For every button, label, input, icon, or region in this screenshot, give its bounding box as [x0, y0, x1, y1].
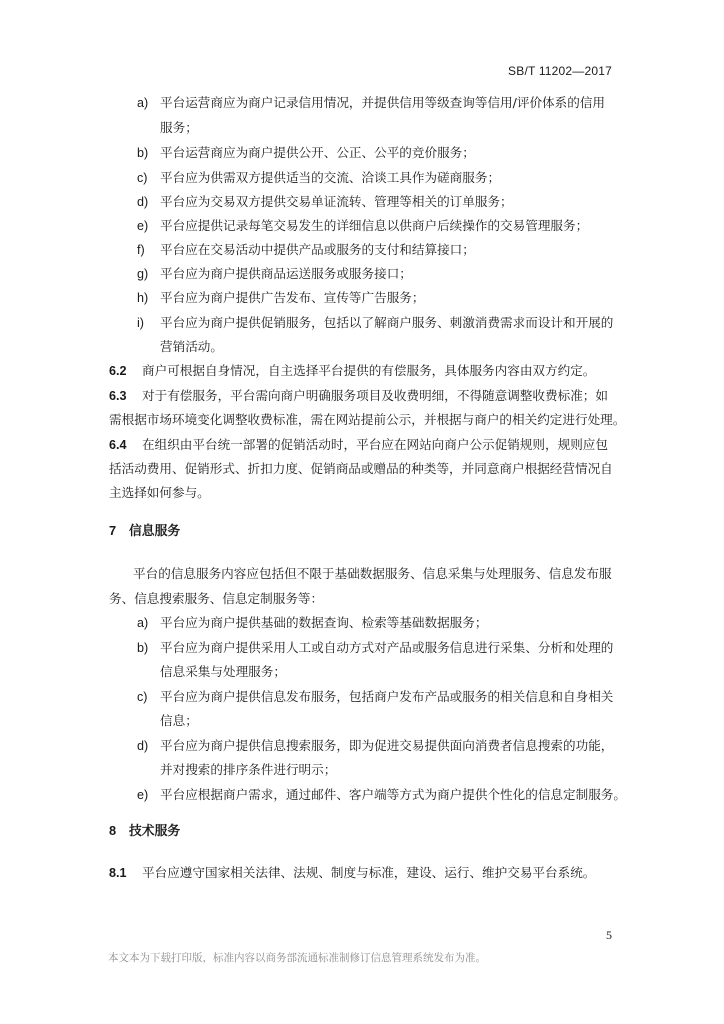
list-item-text: 平台应为商户提供广告发布、宣传等广告服务； — [160, 290, 425, 305]
list-item-text: 信息； — [160, 713, 198, 728]
section-heading-8 — [109, 823, 180, 840]
paragraph-text: 务、信息搜索服务、信息定制服务等： — [109, 591, 324, 606]
list-item-text: 平台应为商户提供商品运送服务或服务接口； — [160, 266, 412, 281]
list-item-text: 平台运营商应为商户记录信用情况，并提供信用等级查询等信用/评价体系的信用 — [160, 95, 606, 110]
list-item-text: 平台应为供需双方提供适当的交流、洽谈工具作为磋商服务； — [160, 170, 501, 185]
list-item-marker: c) — [137, 690, 148, 704]
standard-code: SB/T 11202—2017 — [508, 64, 612, 78]
clause-text: 需根据市场环境变化调整收费标准，需在网站提前公示，并根据与商户的相关约定进行处理。 — [109, 412, 626, 427]
section-heading-7 — [109, 523, 180, 540]
list-item-text: 并对搜索的排序条件进行明示； — [160, 762, 337, 777]
list-item-marker: e) — [137, 219, 149, 233]
section-title: 信息服务 — [129, 524, 181, 539]
list-item-text: 信息采集与处理服务； — [160, 664, 286, 679]
footer-note: 本文本为下载打印版，标准内容以商务部流通标准制修订信息管理系统发布为准。 — [108, 952, 486, 964]
list-item-text: 平台运营商应为商户提供公开、公正、公平的竞价服务； — [160, 145, 475, 160]
clause-number: 8.1 — [109, 866, 127, 880]
clause-text: 对于有偿服务，平台需向商户明确服务项目及收费明细，不得随意调整收费标准；如 — [142, 388, 608, 403]
list-item-text: 平台应为商户提供信息搜索服务，即为促进交易提供面向消费者信息搜索的功能， — [160, 738, 614, 753]
list-item-marker: b) — [137, 146, 149, 160]
clause-text: 主选择如何参与。 — [109, 485, 210, 500]
paragraph-text: 平台的信息服务内容应包括但不限于基础数据服务、信息采集与处理服务、信息发布服 — [133, 566, 612, 581]
section-number: 8 — [109, 823, 117, 838]
clause-text: 括活动费用、促销形式、折扣力度、促销商品或赠品的种类等，并同意商户根据经营情况自 — [109, 461, 613, 476]
list-item-text: 平台应为商户提供基础的数据查询、检索等基础数据服务； — [160, 615, 488, 630]
list-item-marker: c) — [137, 171, 148, 185]
list-item-text: 平台应为商户提供采用人工或自动方式对产品或服务信息进行采集、分析和处理的 — [160, 640, 614, 655]
section-title: 技术服务 — [129, 824, 181, 839]
clause-text: 商户可根据自身情况，自主选择平台提供的有偿服务，具体服务内容由双方约定。 — [142, 363, 596, 378]
page-number: 5 — [606, 928, 612, 942]
list-item-text: 平台应为交易双方提供交易单证流转、管理等相关的订单服务； — [160, 194, 513, 209]
list-item-marker: a) — [137, 616, 149, 630]
list-item-text: 平台应根据商户需求，通过邮件、客户端等方式为商户提供个性化的信息定制服务。 — [160, 787, 626, 802]
list-item-marker: e) — [137, 788, 149, 802]
list-item-text: 平台应为商户提供促销服务，包括以了解商户服务、刺激消费需求而设计和开展的 — [160, 315, 614, 330]
clause-number: 6.3 — [109, 389, 127, 403]
list-item-text: 平台应在交易活动中提供产品或服务的支付和结算接口； — [160, 242, 475, 257]
clause-text: 在组织由平台统一部署的促销活动时，平台应在网站向商户公示促销规则，规则应包 — [142, 437, 608, 452]
list-item-text: 服务； — [160, 120, 198, 135]
list-item-marker: b) — [137, 641, 149, 655]
list-item-text: 平台应提供记录每笔交易发生的详细信息以供商户后续操作的交易管理服务； — [160, 218, 589, 233]
list-item-marker: i) — [137, 316, 144, 330]
clause-number: 6.4 — [109, 438, 127, 452]
list-item-marker: a) — [137, 96, 149, 110]
list-item-text: 营销活动。 — [160, 339, 223, 354]
clause-text: 平台应遵守国家相关法律、法规、制度与标准，建设、运行、维护交易平台系统。 — [142, 865, 596, 880]
list-item-marker: d) — [137, 739, 149, 753]
clause-number: 6.2 — [109, 364, 127, 378]
list-item-marker: f) — [137, 243, 145, 257]
list-item-marker: h) — [137, 291, 149, 305]
list-item-marker: g) — [137, 267, 149, 281]
section-number: 7 — [109, 523, 117, 538]
list-item-text: 平台应为商户提供信息发布服务，包括商户发布产品或服务的相关信息和自身相关 — [160, 689, 614, 704]
list-item-marker: d) — [137, 195, 149, 209]
